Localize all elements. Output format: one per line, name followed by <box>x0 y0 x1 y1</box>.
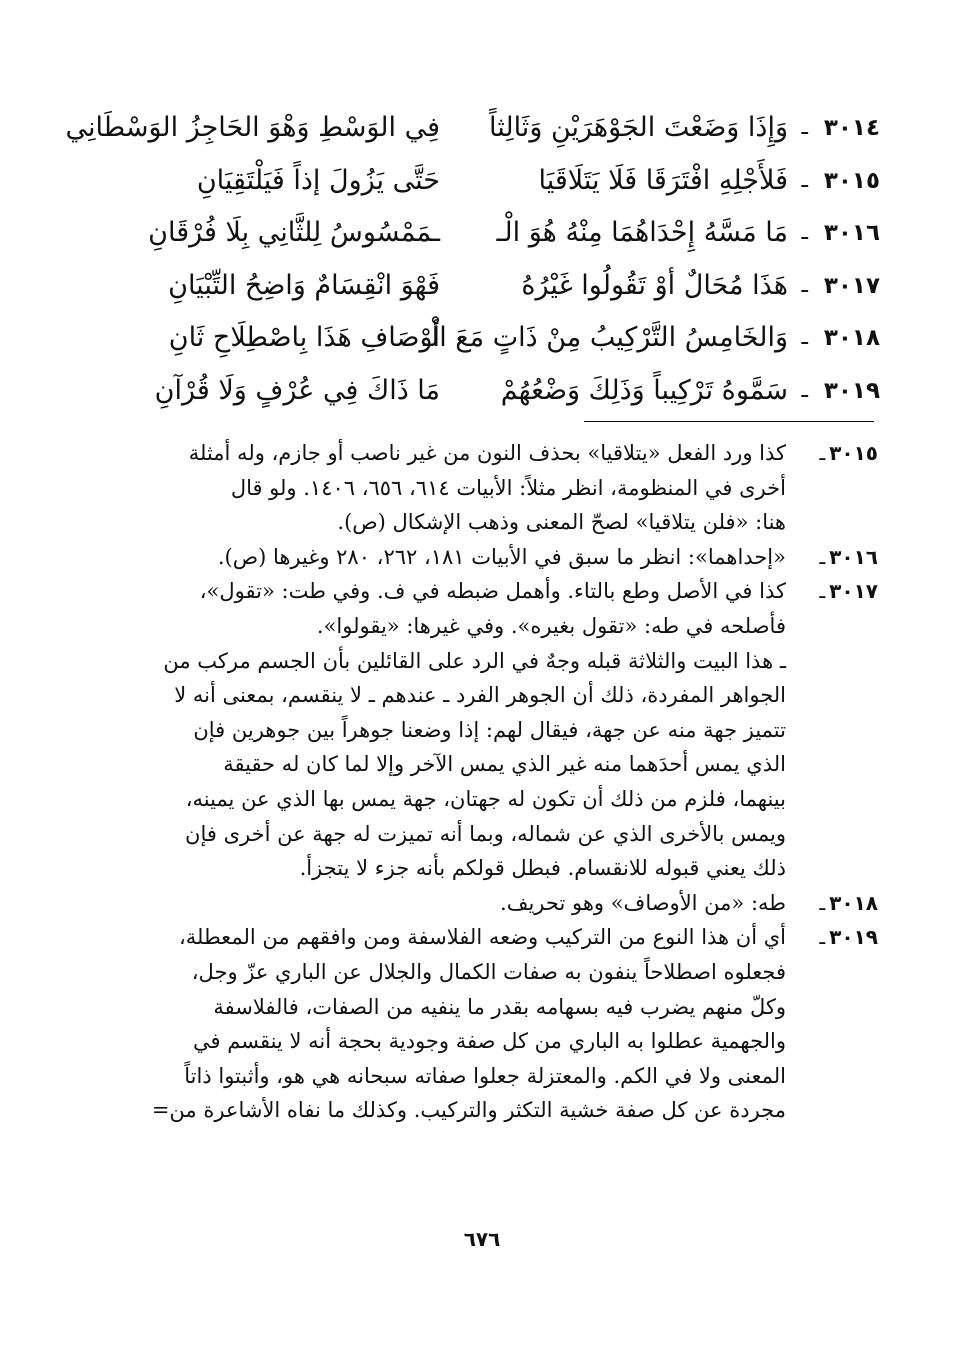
verse-dash: ـ <box>801 325 808 350</box>
footnote <box>70 886 878 921</box>
verse-dash: ـ <box>801 115 808 140</box>
footnote-number: ٣٠١٥ـ <box>819 441 878 465</box>
verse-second-hemistich: فَهْوَ انْقِسَامٌ وَاضِحُ التِّبْيَانِ <box>168 269 440 301</box>
footnote-line: أخرى في المنظومة، انظر مثلاً: الأبيات ٦١٤، ٦٥٦، ١٤٠٦. ولو قال <box>230 475 786 500</box>
footnote-line: الجواهر المفردة، ذلك أن الجوهر الفرد ـ عندهم ـ لا ينقسم، بمعنى أنه لا <box>174 683 786 708</box>
footnote-line: والجهمية عطلوا به الباري من كل صفة وجودية بحجة أنه لا ينقسم في <box>193 1029 786 1054</box>
footnote-line: المعنى ولا في الكم. والمعتزلة جعلوا صفاته سبحانه هي هو، وأثبتوا ذاتاً <box>184 1063 786 1088</box>
footnote-line: هنا: «فلن يتلاقيا» لصحّ المعنى وذهب الإشكال (ص). <box>337 510 786 535</box>
verse-first-hemistich: وَالخَامِسُ التَّرْكِيبُ مِنْ ذَاتٍ مَعَ الْـ <box>423 322 788 353</box>
verse-second-hemistich: أوْصَافِ هَذَا بِاصْطِلَاحِ ثَانِ <box>168 322 440 353</box>
footnote <box>70 574 878 885</box>
footnote-line: مجردة عن كل صفة خشية التكثر والتركيب. وكذلك ما نفاه الأشاعرة من= <box>151 1098 786 1123</box>
verse-dash: ـ <box>801 167 808 193</box>
verse-number: ٣٠١٩ <box>823 377 880 404</box>
verse-number: ٣٠١٧ <box>823 272 880 299</box>
verse <box>80 155 880 208</box>
footnotes <box>70 436 878 1128</box>
verse-first-hemistich: هَذَا مُحَالٌ أوْ تَقُولُوا غَيْرُهُ <box>521 269 788 301</box>
footnote-line: «إحداهما»: انظر ما سبق في الأبيات ١٨١، ٢٦٢، ٢٨٠ وغيرها (ص). <box>217 544 786 569</box>
verse-dash: ـ <box>801 272 808 298</box>
footnote <box>70 436 878 540</box>
verse-first-hemistich: وَإِذَا وَضَعْتَ الجَوْهَرَيْنِ وَثَالِثاً <box>488 112 788 143</box>
footnote-line: كذا ورد الفعل «يتلاقيا» بحذف النون من غير ناصب أو جازم، وله أمثلة <box>188 441 786 465</box>
verse <box>80 207 880 260</box>
verse <box>80 365 880 418</box>
footnote-number: ٣٠١٩ـ <box>819 925 878 950</box>
footnote-number: ٣٠١٦ـ <box>819 544 878 569</box>
footnote-line: ذلك يعني قبوله للانقسام. فبطل قولكم بأنه جزء لا يتجزأ. <box>299 856 786 881</box>
verse-first-hemistich: سَمَّوهُ تَرْكِيباً وَذَلِكَ وَضْعُهُمْ <box>500 374 788 406</box>
footnote-separator <box>584 421 874 422</box>
footnote-line: فأصلحه في طه: «تقول بغيره». وفي غيرها: «يقولوا». <box>316 613 786 638</box>
footnote-number: ٣٠١٨ـ <box>819 890 878 915</box>
verse-number: ٣٠١٦ <box>823 220 880 246</box>
poem <box>65 102 880 417</box>
verse <box>80 312 880 365</box>
verse-number: ٣٠١٤ <box>823 115 880 141</box>
verse-number: ٣٠١٨ <box>823 325 880 351</box>
verse-second-hemistich: ـمَمْسُوسُ لِلثَّانِي بِلَا فُرْقَانِ <box>148 217 440 248</box>
footnote-line: كذا في الأصل وطع بالتاء. وأهمل ضبطه في ف. وفي طت: «تقول»، <box>199 579 786 604</box>
footnote-line: بينهما، فلزم من ذلك أن تكون له جهتان، جهة يمس بها الذي عن يمينه، <box>185 786 786 811</box>
footnote-line: وكلّ منهم يضرب فيه بسهامه بقدر ما ينفيه من الصفات، فالفلاسفة <box>213 994 786 1019</box>
footnote-line: أي أن هذا النوع من التركيب وضعه الفلاسفة ومن وافقهم من المعطلة، <box>178 925 786 950</box>
verse-first-hemistich: فَلأَجْلِهِ افْتَرَقَا فَلَا يَتَلَاقَيَا <box>538 164 788 196</box>
page-number: ٦٧٦ <box>463 1227 501 1251</box>
footnote <box>70 920 878 1128</box>
verse-dash: ـ <box>801 220 808 245</box>
footnote-number: ٣٠١٧ـ <box>819 579 878 604</box>
verse-second-hemistich: مَا ذَاكَ فِي عُرْفٍ وَلَا قُرْآنِ <box>154 374 440 406</box>
footnote-line: طه: «من الأوصاف» وهو تحريف. <box>500 890 786 915</box>
verse-second-hemistich: فِي الوَسْطِ وَهْوَ الحَاجِزُ الوَسْطَانِي <box>65 112 440 143</box>
verse-first-hemistich: مَا مَسَّهُ إِحْدَاهُمَا مِنْهُ هُوَ الْـ <box>496 217 788 248</box>
footnote-line: فجعلوه اصطلاحاً ينفون به صفات الكمال والجلال عن الباري عزّ وجل، <box>191 959 786 984</box>
footnote-line: الذي يمس أحدَهما منه غير الذي يمس الآخر وإلا لما كان له حقيقة <box>223 752 786 777</box>
verse-dash: ـ <box>801 377 808 403</box>
verse <box>65 102 880 155</box>
verse-second-hemistich: حَتَّى يَزُولَ إذاً فَيَلْتَقِيَانِ <box>196 164 440 196</box>
footnote-line: ويمس بالأخرى الذي عن شماله، وبما أنه تميزت له جهة عن أخرى فإن <box>185 821 786 846</box>
verse-number: ٣٠١٥ <box>823 167 880 194</box>
footnote-line: تتميز جهة منه عن جهة، فيقال لهم: إذا وضعنا جوهراً بين جوهرين فإن <box>193 717 786 742</box>
verse <box>80 260 880 313</box>
footnote <box>70 540 878 575</box>
footnote-line: ـ هذا البيت والثلاثة قبله وجهٌ في الرد على القائلين بأن الجسم مركب من <box>163 648 786 673</box>
